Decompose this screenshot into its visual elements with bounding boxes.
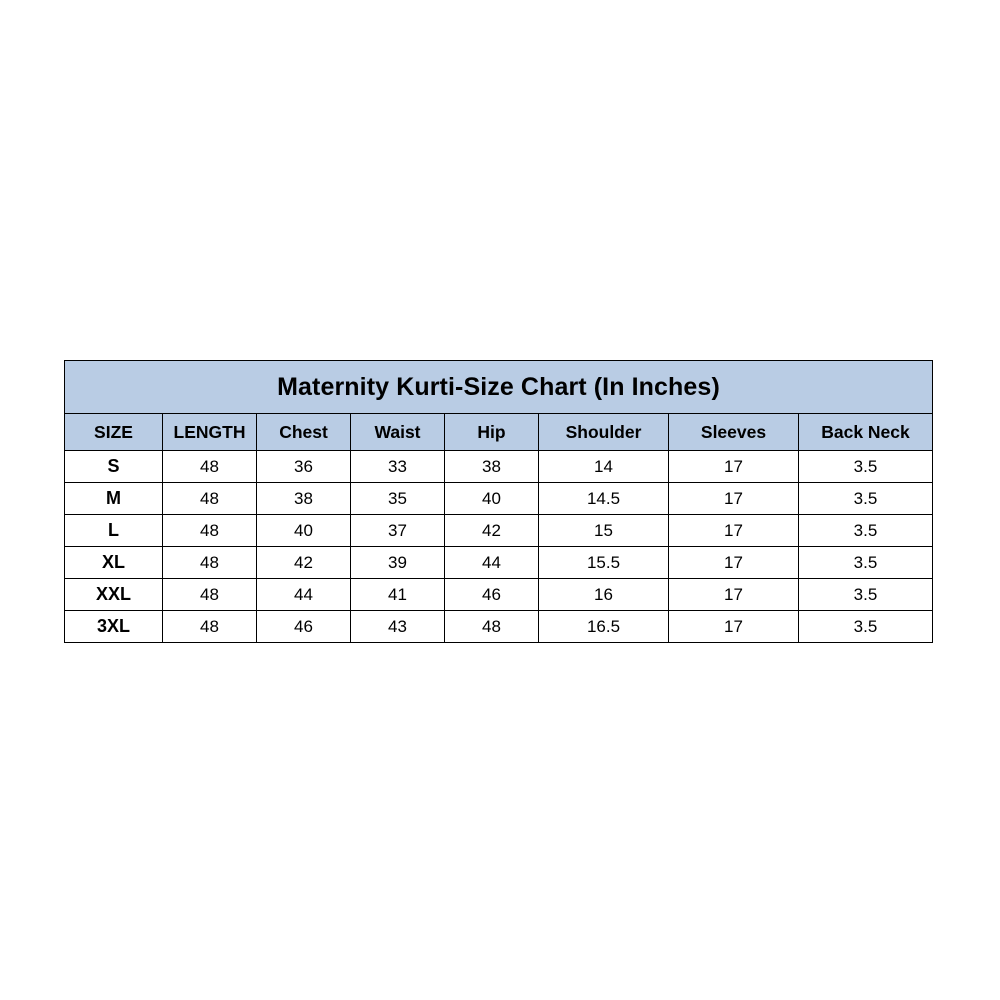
column-header-hip: Hip	[445, 414, 539, 451]
cell-hip: 42	[445, 515, 539, 547]
cell-length: 48	[163, 451, 257, 483]
table-title-row	[65, 361, 933, 414]
cell-hip: 48	[445, 611, 539, 643]
cell-hip: 46	[445, 579, 539, 611]
cell-chest: 36	[257, 451, 351, 483]
size-chart-table	[64, 360, 933, 643]
cell-waist: 33	[351, 451, 445, 483]
cell-waist: 41	[351, 579, 445, 611]
cell-back-neck: 3.5	[799, 515, 933, 547]
cell-waist: 39	[351, 547, 445, 579]
cell-length: 48	[163, 579, 257, 611]
table-row	[65, 451, 933, 483]
table-row	[65, 547, 933, 579]
cell-shoulder: 16	[539, 579, 669, 611]
table-row	[65, 483, 933, 515]
cell-size: 3XL	[65, 611, 163, 643]
cell-sleeves: 17	[669, 547, 799, 579]
column-header-sleeves: Sleeves	[669, 414, 799, 451]
cell-chest: 38	[257, 483, 351, 515]
cell-waist: 43	[351, 611, 445, 643]
cell-hip: 38	[445, 451, 539, 483]
cell-shoulder: 14	[539, 451, 669, 483]
cell-chest: 44	[257, 579, 351, 611]
cell-shoulder: 16.5	[539, 611, 669, 643]
cell-length: 48	[163, 515, 257, 547]
chart-title: Maternity Kurti-Size Chart (In Inches)	[65, 361, 933, 414]
size-chart-container	[64, 360, 932, 643]
column-header-waist: Waist	[351, 414, 445, 451]
cell-sleeves: 17	[669, 451, 799, 483]
cell-hip: 40	[445, 483, 539, 515]
column-header-shoulder: Shoulder	[539, 414, 669, 451]
cell-size: L	[65, 515, 163, 547]
cell-waist: 37	[351, 515, 445, 547]
cell-chest: 46	[257, 611, 351, 643]
cell-length: 48	[163, 483, 257, 515]
cell-sleeves: 17	[669, 515, 799, 547]
cell-shoulder: 15	[539, 515, 669, 547]
cell-shoulder: 14.5	[539, 483, 669, 515]
table-row	[65, 611, 933, 643]
cell-back-neck: 3.5	[799, 579, 933, 611]
cell-shoulder: 15.5	[539, 547, 669, 579]
table-row	[65, 579, 933, 611]
cell-length: 48	[163, 547, 257, 579]
cell-size: XL	[65, 547, 163, 579]
cell-size: S	[65, 451, 163, 483]
cell-size: M	[65, 483, 163, 515]
cell-size: XXL	[65, 579, 163, 611]
cell-chest: 42	[257, 547, 351, 579]
column-header-size: SIZE	[65, 414, 163, 451]
cell-chest: 40	[257, 515, 351, 547]
cell-length: 48	[163, 611, 257, 643]
cell-back-neck: 3.5	[799, 611, 933, 643]
cell-waist: 35	[351, 483, 445, 515]
cell-hip: 44	[445, 547, 539, 579]
column-header-chest: Chest	[257, 414, 351, 451]
cell-back-neck: 3.5	[799, 451, 933, 483]
cell-back-neck: 3.5	[799, 483, 933, 515]
column-header-back-neck: Back Neck	[799, 414, 933, 451]
table-header-row	[65, 414, 933, 451]
cell-sleeves: 17	[669, 611, 799, 643]
cell-sleeves: 17	[669, 483, 799, 515]
cell-back-neck: 3.5	[799, 547, 933, 579]
column-header-length: LENGTH	[163, 414, 257, 451]
table-row	[65, 515, 933, 547]
cell-sleeves: 17	[669, 579, 799, 611]
